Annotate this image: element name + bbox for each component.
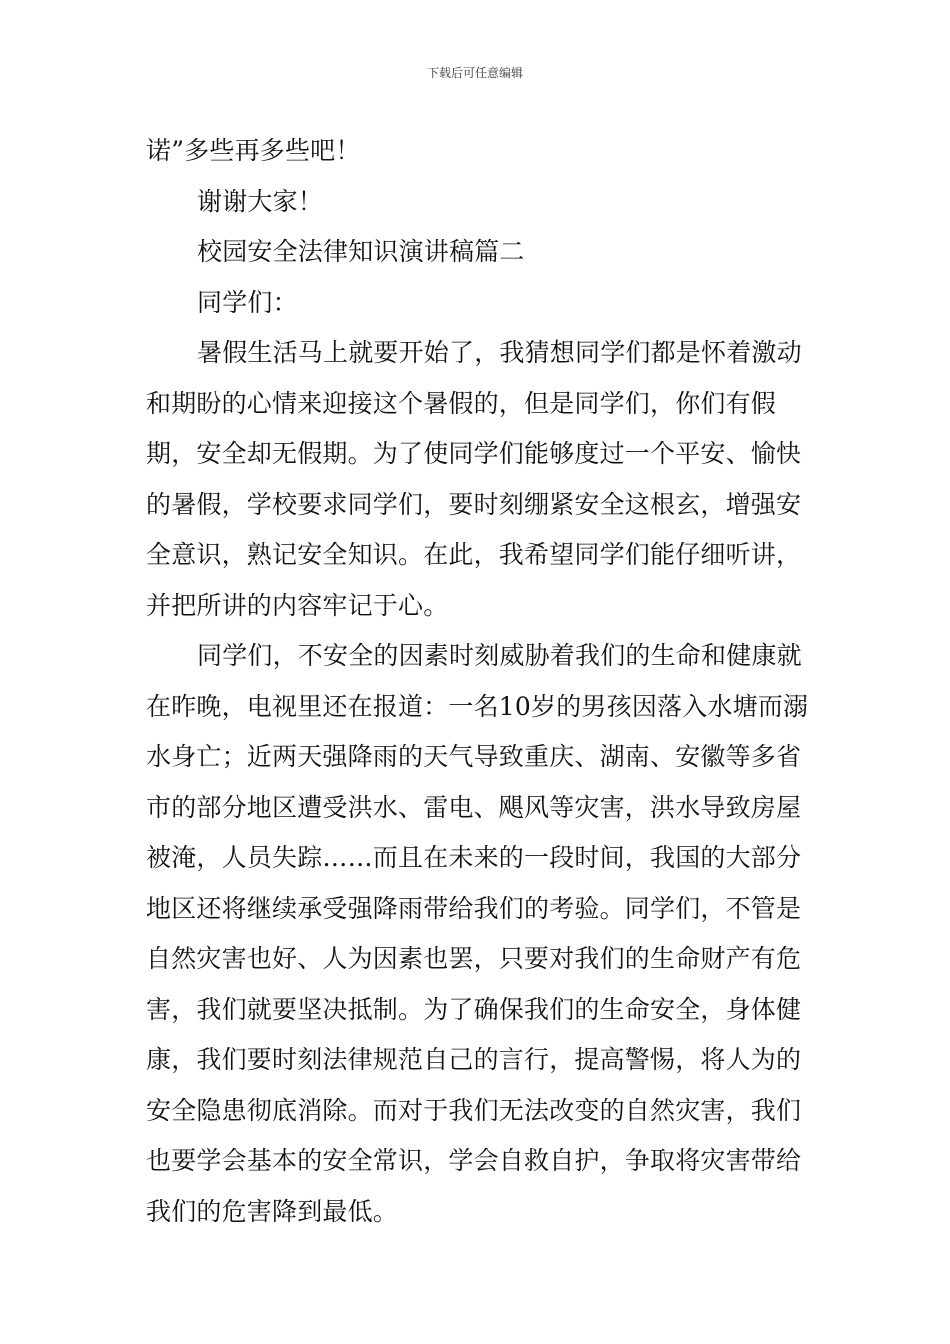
paragraph-6: 同学们，不安全的因素时刻威胁着我们的生命和健康就在昨晚，电视里还在报道：一名10岁的男孩因落入水塘而溺水身亡；近两天强降雨的天气导致重庆、湖南、安徽等多省市的部分地区遭受洪水、雷电、飓风等灾害，洪水导致房屋被淹，人员失踪……而且在未来的一段时间，我国的大部分地区还将继续承受强降雨带给我们的考验。同学们，不管是自然灾害也好、人为因素也罢，只要对我们的生命财产有危害，我们就要坚决抵制。为了确保我们的生命安全，身体健康，我们要时刻法律规范自己的言行，提高警惕，将人为的安全隐患彻底消除。而对于我们无法改变的自然灾害，我们也要学会基本的安全常识，学会自救自护，争取将灾害带给我们的危害降到最低。 xyxy=(146,641,809,1226)
paragraph-2: 谢谢大家！ xyxy=(197,186,324,216)
paragraph-5: 暑假生活马上就要开始了，我猜想同学们都是怀着激动和期盼的心情来迎接这个暑假的，但是同学们，你们有假期，安全却无假期。为了使同学们能够度过一个平安、愉快的暑假，学校要求同学们，要时刻绷紧安全这根玄，增强安全意识，熟记安全知识。在此，我希望同学们能仔细听讲，并把所讲的内容牢记于心。 xyxy=(146,338,802,620)
paragraph-4-salutation: 同学们： xyxy=(197,287,298,317)
paragraph-3-heading: 校园安全法律知识演讲稿篇二 xyxy=(197,237,525,266)
paragraph-1: 诺”多些再多些吧！ xyxy=(146,136,361,165)
document-body xyxy=(146,126,810,1237)
header-note: 下载后可任意编辑 xyxy=(426,66,523,80)
